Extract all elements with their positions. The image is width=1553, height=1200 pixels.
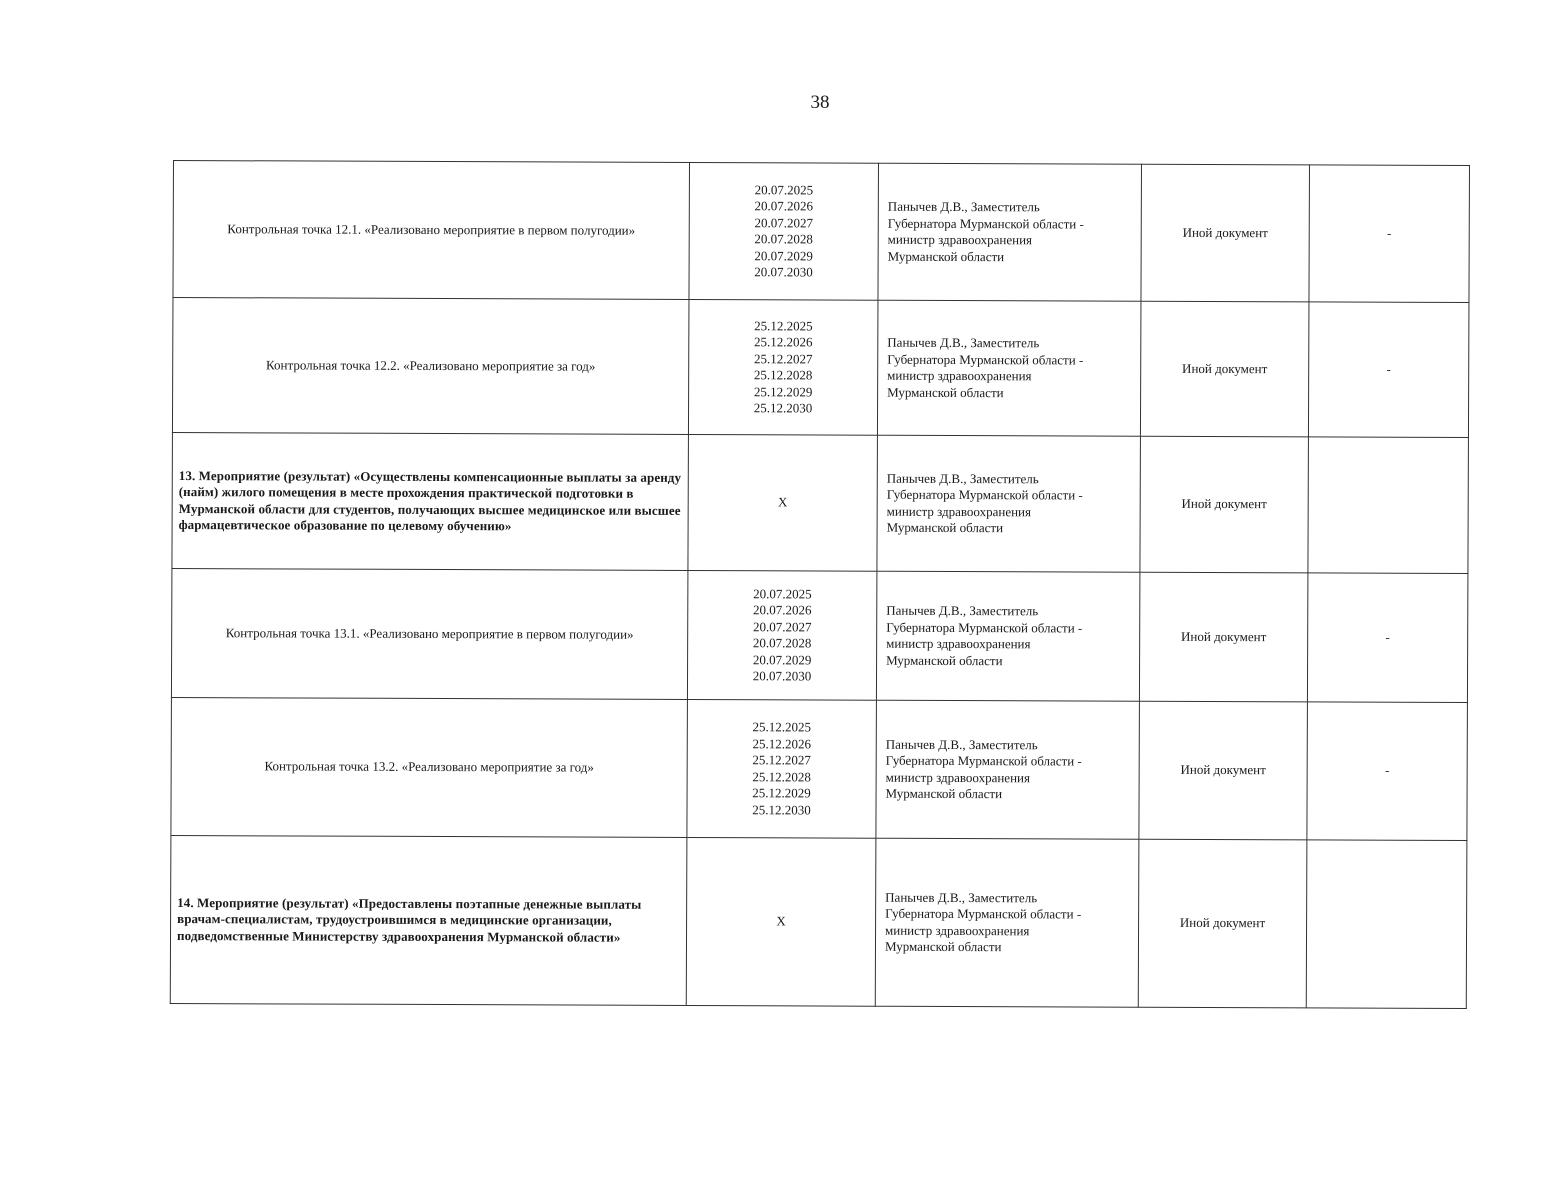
responsible-line: Мурманской области — [886, 652, 1003, 668]
row-dates-cell — [689, 162, 879, 300]
row-extra-cell: - — [1308, 302, 1469, 438]
row-extra-cell: - — [1307, 573, 1467, 703]
date-value: X — [777, 494, 788, 510]
responsible-line: Мурманской области — [886, 519, 1004, 536]
row-dates-cell — [688, 299, 878, 435]
row-name-cell: 13. Мероприятие (результат) «Осуществлены компенсационные выплаты за аренду (найм) жилого помещения в месте прохождения практической подготовки в Мурманской области для студентов, получающих высшее медицинское или высшее фармацевтическое образование по целевому обучению» — [172, 432, 689, 570]
responsible-line: Панычев Д.В., Заместитель — [886, 470, 1039, 486]
responsible-line: Панычев Д.В., Заместитель — [886, 602, 1039, 619]
date-value: 20.07.2028 — [754, 231, 813, 247]
date-value: 25.12.2029 — [752, 785, 811, 801]
date-value: 25.12.2026 — [752, 735, 812, 751]
table-row — [172, 432, 1469, 573]
row-name-cell: Контрольная точка 12.1. «Реализовано мероприятие в первом полугодии» — [173, 161, 690, 300]
row-dates-cell — [687, 699, 877, 838]
plan-table — [170, 160, 1470, 1009]
row-document-cell: Иной документ — [1139, 701, 1308, 840]
responsible-line: министр здравоохранения — [885, 769, 1031, 785]
row-name-cell: 14. Мероприятие (результат) «Предоставлены поэтапные денежные выплаты врачам-специалистам, трудоустроившимся в медицинские организации, подведомственные Министерству здравоохранения Мурманской области» — [170, 835, 687, 1005]
date-value: 25.12.2026 — [754, 334, 813, 350]
responsible-line: Губернатора Мурманской области - — [885, 905, 1082, 922]
date-value: 25.12.2028 — [753, 367, 813, 383]
date-value: 25.12.2030 — [753, 400, 813, 416]
table-row — [171, 697, 1468, 840]
date-value: 25.12.2027 — [752, 752, 811, 768]
date-value: 20.07.2029 — [754, 247, 813, 263]
date-value: 20.07.2027 — [752, 618, 812, 634]
row-name-cell: Контрольная точка 13.1. «Реализовано мероприятие в первом полугодии» — [171, 568, 687, 699]
row-document-cell: Иной документ — [1141, 164, 1310, 302]
responsible-line: Губернатора Мурманской области - — [887, 215, 1084, 231]
row-extra-cell — [1306, 840, 1467, 1009]
table-row — [170, 835, 1467, 1008]
row-name-cell: Контрольная точка 12.2. «Реализовано мероприятие за год» — [172, 298, 689, 435]
row-responsible-cell — [877, 300, 1141, 436]
date-value: 25.12.2025 — [752, 719, 812, 735]
responsible-line: Мурманской области — [885, 785, 1003, 802]
responsible-line: Губернатора Мурманской области - — [886, 619, 1083, 635]
date-value: 25.12.2028 — [752, 768, 811, 784]
responsible-line: министр здравоохранения — [887, 231, 1033, 248]
row-name-cell: Контрольная точка 13.2. «Реализовано мероприятие за год» — [171, 697, 688, 837]
date-value: 20.07.2030 — [754, 264, 813, 280]
date-value: 20.07.2027 — [754, 214, 814, 230]
responsible-line: министр здравоохранения — [886, 635, 1031, 652]
row-document-cell: Иной документ — [1140, 436, 1309, 573]
page-number: 38 — [810, 92, 830, 113]
date-value: 25.12.2030 — [752, 801, 811, 817]
responsible-line: министр здравоохранения — [887, 367, 1032, 384]
row-responsible-cell — [876, 700, 1140, 839]
table-row — [172, 298, 1469, 438]
responsible-line: Панычев Д.В., Заместитель — [887, 334, 1040, 351]
responsible-line: министр здравоохранения — [885, 922, 1030, 938]
responsible-line: Губернатора Мурманской области - — [887, 351, 1084, 367]
table-row — [173, 161, 1470, 303]
responsible-line: Мурманской области — [887, 384, 1004, 400]
row-responsible-cell — [875, 838, 1139, 1007]
row-extra-cell — [1308, 437, 1469, 574]
responsible-line: Мурманской области — [884, 938, 1002, 955]
responsible-line: Панычев Д.В., Заместитель — [885, 736, 1038, 752]
date-value: X — [776, 913, 786, 929]
row-dates-cell — [688, 434, 878, 571]
row-document-cell: Иной документ — [1140, 301, 1309, 437]
date-value: 25.12.2025 — [754, 317, 813, 333]
row-document-cell: Иной документ — [1139, 572, 1307, 702]
responsible-line: Мурманской области — [887, 248, 1005, 264]
responsible-line: министр здравоохранения — [886, 503, 1032, 519]
responsible-line: Панычев Д.В., Заместитель — [887, 198, 1040, 215]
date-value: 20.07.2028 — [752, 635, 812, 651]
date-value: 20.07.2025 — [753, 585, 812, 601]
row-extra-cell: - — [1307, 702, 1468, 841]
row-dates-cell — [686, 837, 876, 1006]
date-value: 20.07.2025 — [754, 181, 814, 197]
row-dates-cell — [687, 570, 876, 700]
date-value: 20.07.2030 — [752, 668, 812, 684]
row-extra-cell: - — [1309, 165, 1470, 303]
table-row — [171, 568, 1467, 702]
row-document-cell: Иной документ — [1138, 839, 1307, 1008]
date-value: 20.07.2026 — [754, 198, 814, 214]
responsible-line: Панычев Д.В., Заместитель — [885, 889, 1038, 905]
row-responsible-cell — [876, 571, 1139, 701]
row-responsible-cell — [877, 435, 1141, 572]
responsible-line: Губернатора Мурманской области - — [885, 752, 1082, 769]
responsible-line: Губернатора Мурманской области - — [886, 486, 1083, 503]
date-value: 25.12.2027 — [753, 350, 813, 366]
date-value: 25.12.2029 — [753, 383, 813, 399]
row-responsible-cell — [878, 163, 1142, 301]
date-value: 20.07.2029 — [752, 651, 812, 667]
date-value: 20.07.2026 — [752, 602, 812, 618]
